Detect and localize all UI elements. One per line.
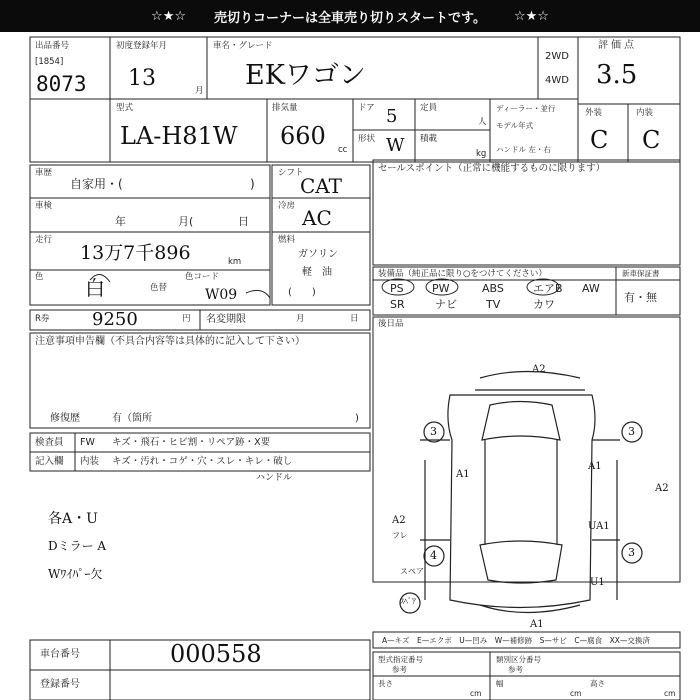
shift-label: シフト (278, 168, 304, 178)
ac-value: AC (302, 206, 332, 230)
drive-4wd: 4WD (545, 75, 569, 86)
ext-value: C (590, 126, 609, 154)
structure-label: 型式指定番号 (378, 655, 423, 664)
lot-label: 出品番号 (35, 41, 70, 51)
inspection-day: 日 (238, 215, 249, 228)
chassis-value: 000558 (170, 640, 262, 668)
fw-items: キズ・飛石・ヒビ割・リペア跡・X要 (112, 437, 271, 448)
new-options: 有・無 (624, 291, 657, 304)
diagram-mark-a2-left: A2 (392, 515, 406, 526)
equip-pw: PW (432, 282, 450, 295)
diagram-mark-a2-top: A2 (532, 364, 546, 375)
shape-label: 形状 (358, 134, 376, 144)
title-change-label: 名変期限 (206, 314, 246, 325)
title-change-day: 日 (350, 314, 359, 324)
fr-label: フレ (392, 531, 408, 540)
diagram-mark-u1: U1 (590, 577, 605, 588)
fw-label: FW (80, 437, 95, 448)
lot-number: 8073 (36, 72, 87, 96)
fuel-gas: ガソリン (298, 249, 338, 260)
inspector-label: 検査員 (35, 437, 64, 448)
repair-label: 修復歴 (50, 413, 80, 424)
legend-text: A—キズ E—エクボ U—凹み W—補修跡 S—サビ C—腐食 XX—交換済 (382, 636, 650, 645)
disp-unit: cc (338, 145, 348, 155)
banner-stars-right: ☆★☆ (513, 8, 549, 24)
capacity-label: 定員 (420, 103, 438, 113)
equip-leather: カワ (533, 298, 555, 311)
history-label: 車歴 (35, 168, 53, 178)
lot-small: [1854] (35, 57, 64, 67)
registration-label: 登録番号 (40, 679, 80, 690)
reg-month-unit: 月 (195, 86, 204, 96)
notes-label: 注意事項申告欄（不具合内容等は具体的に記入して下さい） (35, 336, 305, 347)
history-value: 自家用・( (70, 177, 123, 191)
mileage-value: 13万7千896 (80, 242, 191, 264)
circle-label-rl: 4 (430, 549, 437, 562)
int-label: 内装 (636, 108, 654, 118)
width-label: 幅 (496, 679, 504, 688)
class-sub: 参考 (508, 665, 523, 674)
eval-label: 評価点 (598, 40, 637, 51)
reg-label: 初度登録年月 (116, 41, 168, 51)
ext-label: 外装 (585, 108, 603, 118)
eval-score: 3.5 (596, 60, 638, 90)
title-change-month: 月 (296, 314, 305, 324)
width-unit: cm (570, 689, 582, 698)
coupon-label: R券 (35, 314, 50, 324)
disp-label: 排気量 (272, 103, 298, 113)
diagram-mark-a1-left: A1 (456, 469, 470, 480)
modelyear-label: モデル年式 (496, 121, 534, 130)
handwritten-note: ハンドル (256, 473, 293, 483)
repaint-label: 色替 (150, 283, 168, 293)
repair-value: 有（箇所 (112, 413, 152, 424)
shape-value: W (386, 135, 405, 156)
handle-label: ハンドル 左・右 (496, 145, 551, 154)
chassis-label: 車台番号 (40, 649, 80, 660)
inspection-label: 車検 (35, 201, 53, 211)
circle-label-rr: 3 (628, 546, 635, 559)
mileage-label: 走行 (35, 235, 53, 245)
remark-line-2: Dミラー A (48, 539, 107, 553)
interior-label: 内装 (80, 456, 100, 467)
diagram-mark-a1-right: A1 (588, 461, 602, 472)
colorcode-value: W09 (205, 287, 238, 303)
remark-line-3: Wﾜｲﾊﾟｰ欠 (48, 567, 103, 581)
fuel-diesel: 軽 油 (302, 267, 332, 278)
diagram-mark-a1-bottom: A1 (530, 619, 544, 630)
diagram-mark-a2-right: A2 (655, 483, 669, 494)
dealer-label: ディーラー・並行 (496, 104, 556, 113)
history-close: ) (250, 177, 255, 191)
disp-value: 660 (280, 122, 326, 150)
later-label: 後日品 (378, 319, 404, 329)
equip-navi: ナビ (435, 298, 457, 311)
banner-stars-left: ☆★☆ (151, 8, 187, 24)
length-unit: cm (470, 689, 482, 698)
class-label: 類別区分番号 (496, 655, 541, 664)
fuel-paren: ( ) (288, 287, 316, 298)
name-label: 車名・グレード (213, 41, 273, 51)
length-label: 長さ (378, 679, 393, 688)
structure-sub: 参考 (392, 665, 407, 674)
equipment-label: 装備品（純正品に限り○をつけてください） (378, 269, 547, 279)
door-value: 5 (386, 106, 398, 127)
height-unit: cm (664, 689, 676, 698)
new-label: 新車保証書 (622, 269, 660, 278)
reg-year: 13 (128, 66, 156, 91)
capacity-unit: 人 (478, 117, 487, 127)
door-label: ドア (358, 103, 375, 113)
model-label: 型式 (116, 103, 134, 113)
coupon-value: 9250 (92, 309, 138, 330)
mileage-unit: km (228, 257, 242, 267)
circle-label-fl: 3 (430, 425, 437, 438)
load-unit: kg (476, 149, 487, 159)
colorcode-label: 色コード (185, 272, 220, 282)
banner-text: 売切りコーナーは全車売り切りスタートです。 (214, 10, 486, 26)
equip-aw: AW (582, 282, 600, 295)
inspection-month: 月( (178, 215, 194, 228)
shift-value: CAT (300, 174, 342, 198)
fuel-label: 燃料 (278, 235, 296, 245)
color-value: 白 (85, 276, 105, 300)
sales-label: セールスポイント（正常に機能するものに限ります） (378, 163, 606, 174)
load-label: 積載 (420, 134, 438, 144)
inspection-year: 年 (115, 215, 126, 228)
spare-label: スペア (400, 567, 424, 576)
spare-mark: ｽﾍﾟｱ (400, 597, 416, 606)
interior-items: キズ・汚れ・コゲ・穴・スレ・キレ・破し (112, 456, 293, 467)
equip-ps: PS (390, 282, 404, 295)
diagram-mark-ua1: UA1 (588, 521, 610, 532)
color-label: 色 (35, 272, 44, 282)
car-name: EKワゴン (245, 60, 366, 91)
equip-tv: TV (486, 298, 501, 311)
height-label: 高さ (590, 679, 605, 688)
equip-airbag: エアB (533, 282, 563, 295)
repair-close: ) (355, 413, 359, 424)
coupon-unit: 円 (182, 314, 191, 324)
equip-abs: ABS (482, 282, 504, 295)
entry-label: 記入欄 (35, 456, 64, 467)
circle-label-fr: 3 (628, 425, 635, 438)
model-code: LA-H81W (120, 122, 238, 150)
drive-2wd: 2WD (545, 51, 569, 62)
equip-sr: SR (390, 298, 405, 311)
ac-label: 冷房 (278, 201, 296, 211)
remark-line-1: 各A・U (48, 511, 98, 527)
int-value: C (642, 126, 661, 154)
